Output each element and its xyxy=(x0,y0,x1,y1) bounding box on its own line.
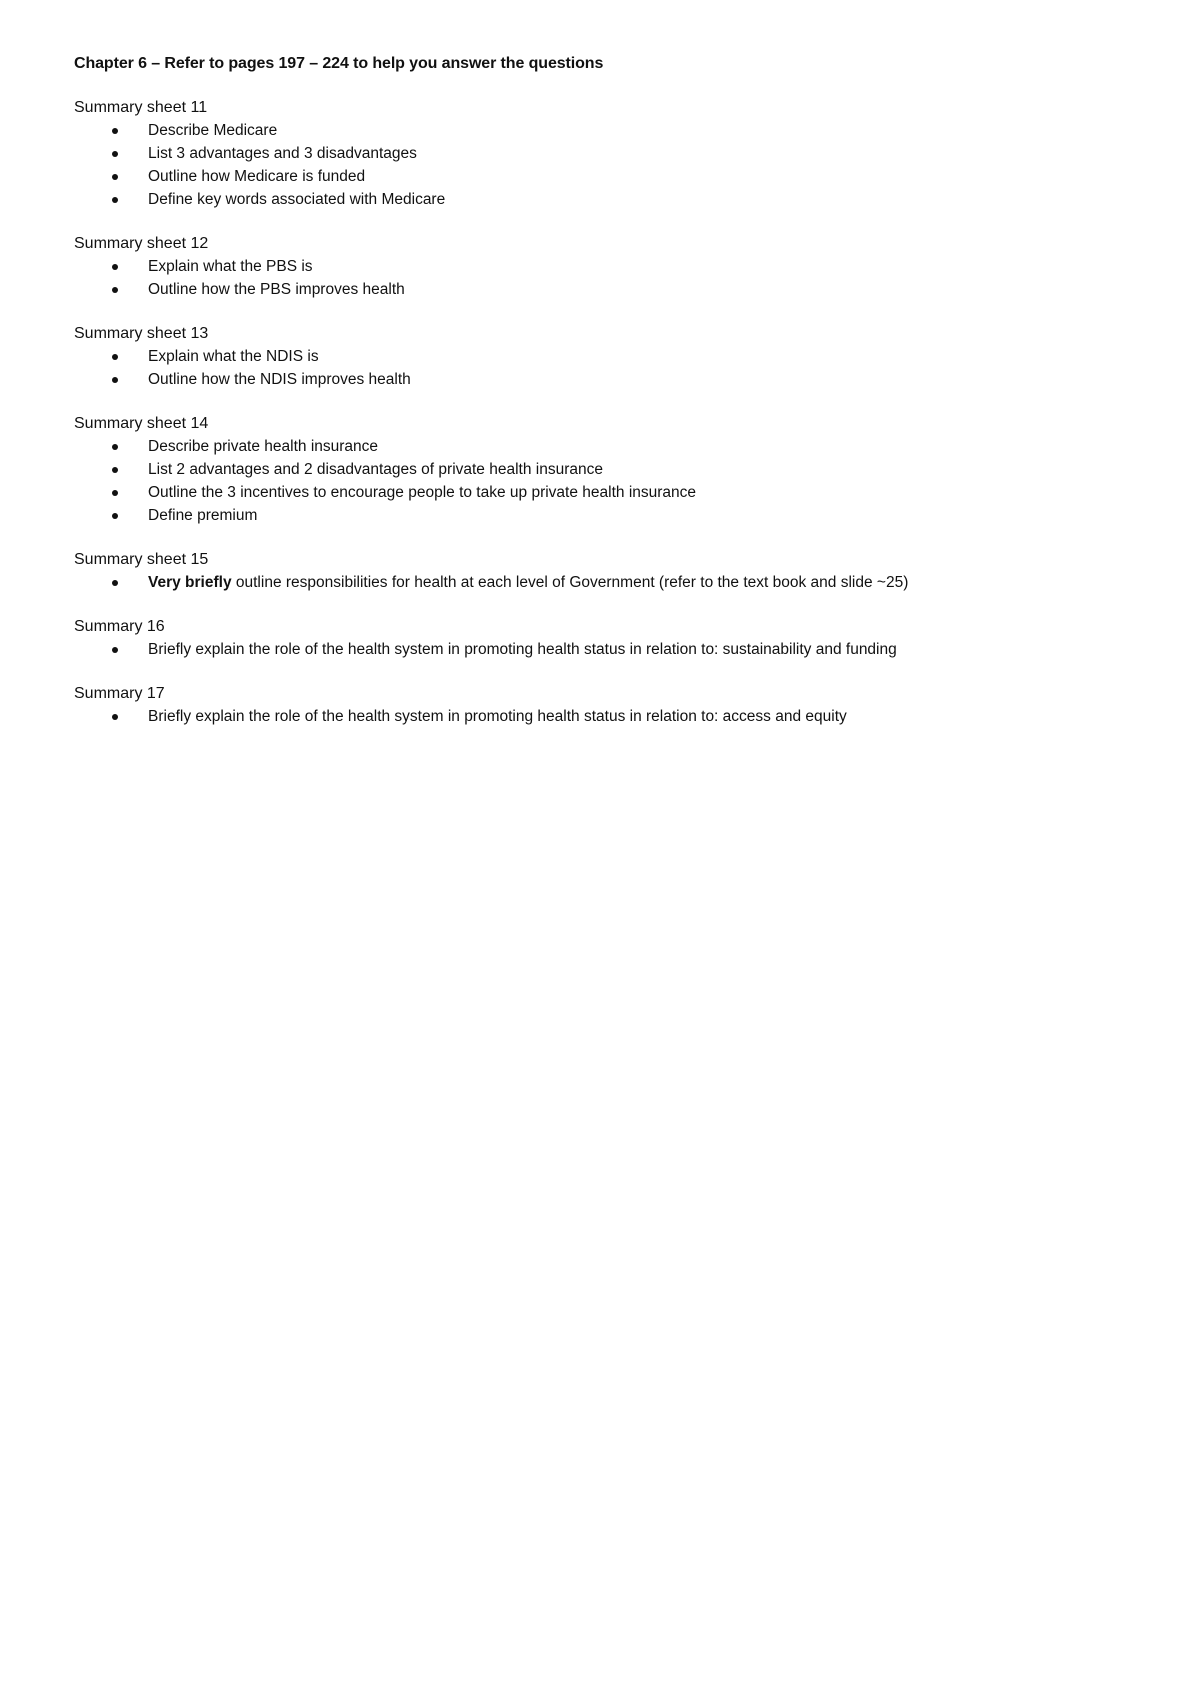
list-item xyxy=(74,571,1134,594)
list-item-text: Describe Medicare xyxy=(148,122,278,139)
bullet-icon xyxy=(112,714,118,720)
summary-section-title: Summary 16 xyxy=(74,618,165,635)
summary-section xyxy=(74,682,1134,728)
summary-section xyxy=(74,232,1134,301)
list-item xyxy=(74,278,1134,301)
bullet-icon xyxy=(112,174,118,180)
list-item-text: List 3 advantages and 3 disadvantages xyxy=(148,145,417,162)
list-item-text: Briefly explain the role of the health system in promoting health status in relation to: sustainability and funding xyxy=(148,641,897,658)
bullet-icon xyxy=(112,264,118,270)
list-item-text: Describe private health insurance xyxy=(148,438,379,455)
bullet-list xyxy=(74,119,1134,211)
bullet-list xyxy=(74,638,1134,661)
emphasis-text: Very briefly xyxy=(148,574,232,591)
list-item-text: List 2 advantages and 2 disadvantages of private health insurance xyxy=(148,461,603,478)
list-item xyxy=(74,188,1134,211)
bullet-list xyxy=(74,345,1134,391)
list-item-text: Briefly explain the role of the health system in promoting health status in relation to: access and equity xyxy=(148,708,847,725)
bullet-icon xyxy=(112,287,118,293)
summary-section xyxy=(74,412,1134,527)
list-item-text: Outline the 3 incentives to encourage people to take up private health insurance xyxy=(148,484,697,501)
bullet-icon xyxy=(112,354,118,360)
bullet-icon xyxy=(112,377,118,383)
bullet-icon xyxy=(112,513,118,519)
chapter-heading: Chapter 6 – Refer to pages 197 – 224 to help you answer the questions xyxy=(74,55,604,72)
bullet-list xyxy=(74,255,1134,301)
list-item-text: Outline how the PBS improves health xyxy=(148,281,405,298)
list-item xyxy=(74,142,1134,165)
bullet-list xyxy=(74,705,1134,728)
bullet-icon xyxy=(112,197,118,203)
list-item-text: outline responsibilities for health at each level of Government (refer to the text book and slide ~25) xyxy=(231,574,909,591)
bullet-icon xyxy=(112,128,118,134)
list-item xyxy=(74,255,1134,278)
bullet-icon xyxy=(112,580,118,586)
bullet-icon xyxy=(112,467,118,473)
list-item xyxy=(74,435,1134,458)
list-item xyxy=(74,481,1134,504)
list-item-text: Explain what the PBS is xyxy=(148,258,313,275)
summary-section xyxy=(74,548,1134,594)
summary-section xyxy=(74,322,1134,391)
list-item-text: Outline how Medicare is funded xyxy=(148,168,366,185)
list-item xyxy=(74,705,1134,728)
bullet-list xyxy=(74,435,1134,527)
list-item xyxy=(74,165,1134,188)
list-item xyxy=(74,504,1134,527)
list-item xyxy=(74,458,1134,481)
summary-section-title: Summary sheet 14 xyxy=(74,415,209,432)
summary-section xyxy=(74,96,1134,211)
summary-sections xyxy=(74,96,1134,728)
bullet-icon xyxy=(112,490,118,496)
bullet-icon xyxy=(112,647,118,653)
summary-section-title: Summary sheet 11 xyxy=(74,99,208,116)
summary-section-title: Summary sheet 13 xyxy=(74,325,209,342)
bullet-list xyxy=(74,571,1134,594)
list-item-text: Explain what the NDIS is xyxy=(148,348,319,365)
document-content xyxy=(74,52,1134,749)
list-item-text: Define premium xyxy=(148,507,258,524)
list-item-text: Outline how the NDIS improves health xyxy=(148,371,411,388)
summary-section-title: Summary 17 xyxy=(74,685,165,702)
list-item xyxy=(74,638,1134,661)
summary-section-title: Summary sheet 12 xyxy=(74,235,209,252)
list-item xyxy=(74,119,1134,142)
bullet-icon xyxy=(112,151,118,157)
bullet-icon xyxy=(112,444,118,450)
list-item xyxy=(74,368,1134,391)
summary-section xyxy=(74,615,1134,661)
summary-section-title: Summary sheet 15 xyxy=(74,551,209,568)
list-item-text: Define key words associated with Medicare xyxy=(148,191,446,208)
list-item xyxy=(74,345,1134,368)
